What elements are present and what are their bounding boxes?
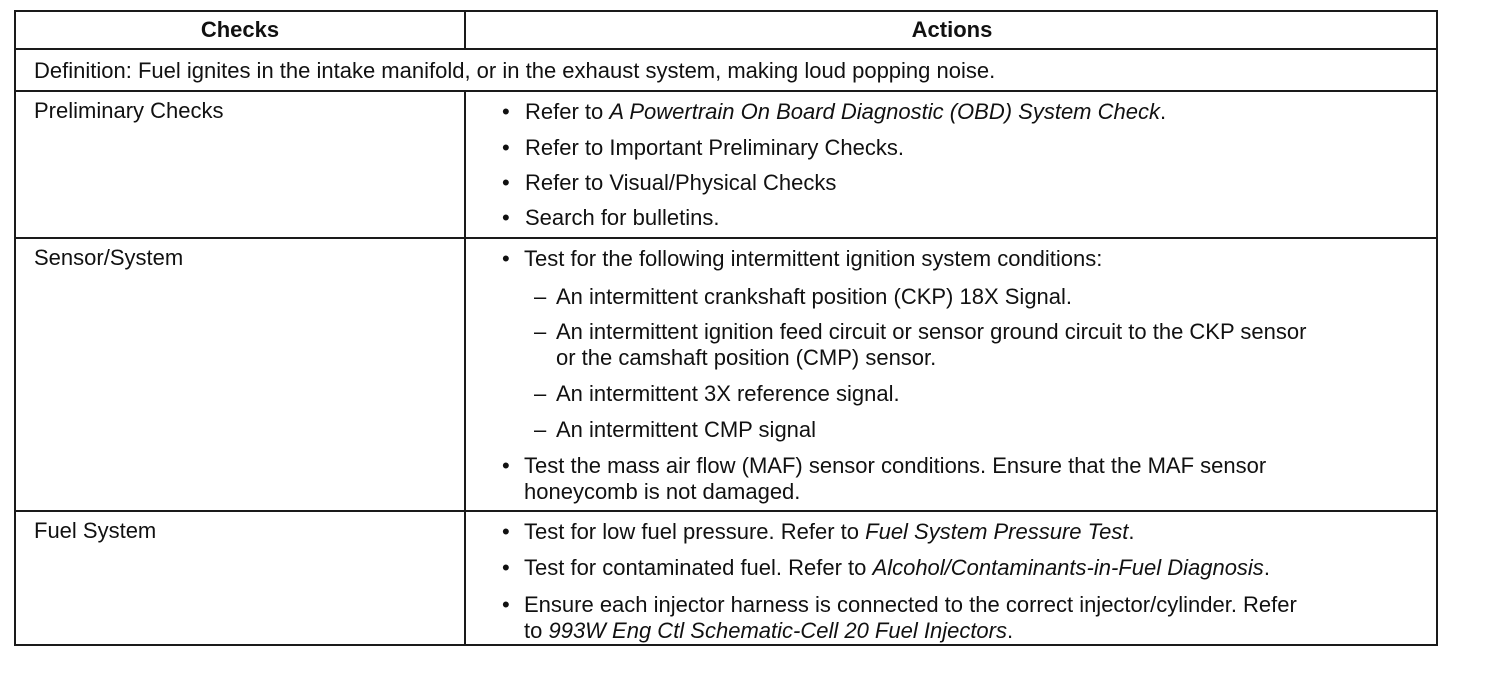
check-preliminary: Preliminary Checks: [34, 98, 224, 123]
action-item: Refer to Important Preliminary Checks.: [525, 135, 905, 160]
dash-icon: –: [534, 319, 547, 344]
header-actions: Actions: [911, 17, 993, 42]
bullet-icon: •: [502, 135, 510, 160]
action-item-cont: honeycomb is not damaged.: [524, 479, 801, 504]
column-divider-body: [464, 90, 466, 646]
sub-action-item: An intermittent ignition feed circuit or sensor ground circuit to the CKP sensor: [556, 319, 1307, 344]
bullet-icon: •: [502, 170, 510, 195]
bullet-icon: •: [502, 519, 510, 544]
diagnostic-table: [14, 10, 1438, 646]
row-divider-2: [16, 510, 1436, 512]
bullet-icon: •: [502, 246, 510, 271]
sub-action-item: An intermittent crankshaft position (CKP) 18X Signal.: [556, 284, 1073, 309]
dash-icon: –: [534, 381, 547, 406]
bullet-icon: •: [502, 99, 510, 124]
sub-action-item: An intermittent CMP signal: [556, 417, 817, 442]
action-item: Test for the following intermittent ignition system conditions:: [524, 246, 1103, 271]
action-item: Test for contaminated fuel. Refer to Alcohol/Contaminants-in-Fuel Diagnosis.: [524, 555, 1270, 580]
check-fuel-system: Fuel System: [34, 518, 157, 543]
dash-icon: –: [534, 284, 547, 309]
bullet-icon: •: [502, 205, 510, 230]
definition-divider: [16, 90, 1436, 92]
definition-text: Definition: Fuel ignites in the intake manifold, or in the exhaust system, making loud popping noise.: [34, 58, 996, 83]
action-item: Test for low fuel pressure. Refer to Fuel System Pressure Test.: [524, 519, 1135, 544]
header-checks: Checks: [200, 17, 280, 42]
sub-action-item-cont: or the camshaft position (CMP) sensor.: [556, 345, 937, 370]
action-item: Refer to A Powertrain On Board Diagnostic (OBD) System Check.: [525, 99, 1167, 124]
dash-icon: –: [534, 417, 547, 442]
bullet-icon: •: [502, 555, 510, 580]
bullet-icon: •: [502, 592, 510, 617]
action-item-cont: to 993W Eng Ctl Schematic-Cell 20 Fuel Injectors.: [524, 618, 1014, 643]
bullet-icon: •: [502, 453, 510, 478]
sub-action-item: An intermittent 3X reference signal.: [556, 381, 900, 406]
check-sensor-system: Sensor/System: [34, 245, 184, 270]
header-divider: [16, 48, 1436, 50]
action-item: Test the mass air flow (MAF) sensor conditions. Ensure that the MAF sensor: [524, 453, 1267, 478]
action-item: Search for bulletins.: [525, 205, 720, 230]
row-divider-1: [16, 237, 1436, 239]
action-item: Ensure each injector harness is connected to the correct injector/cylinder. Refer: [524, 592, 1297, 617]
action-item: Refer to Visual/Physical Checks: [525, 170, 837, 195]
